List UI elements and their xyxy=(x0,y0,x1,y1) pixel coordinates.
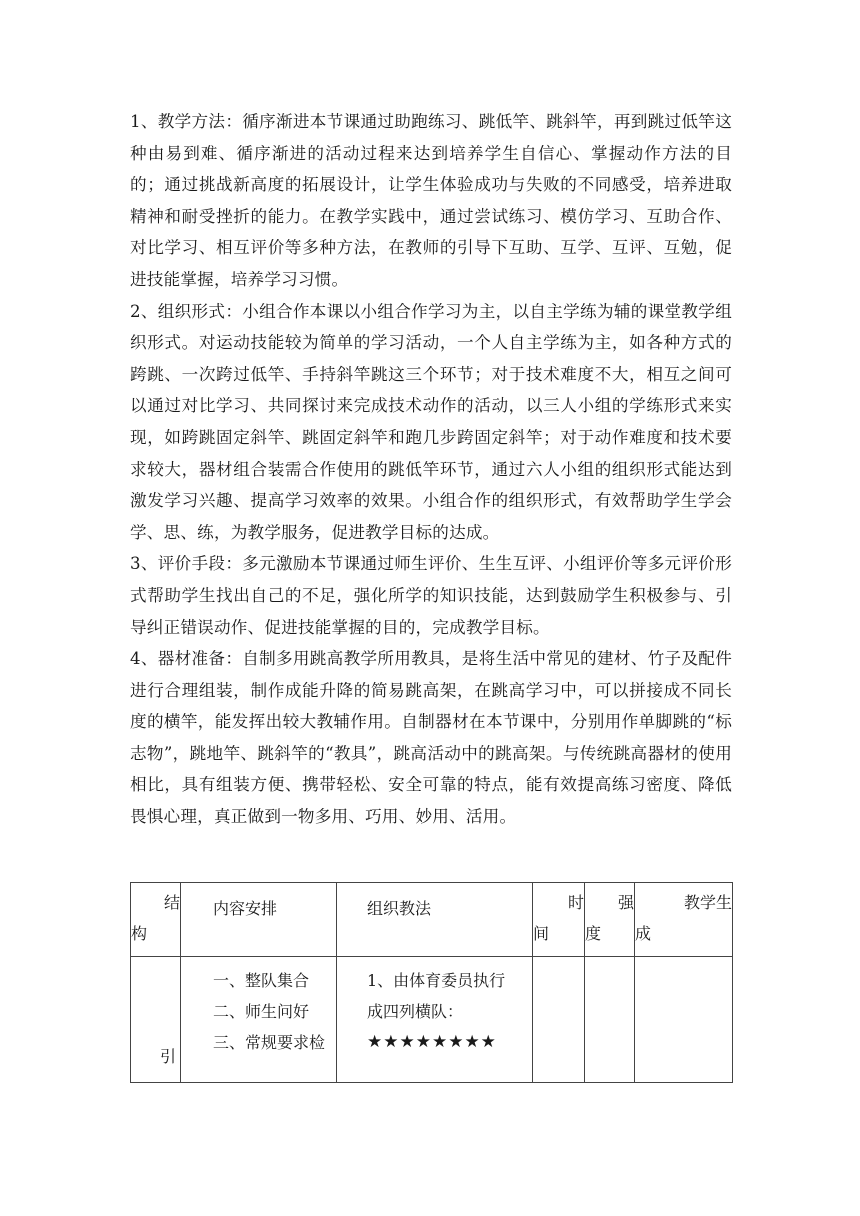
table-header-row xyxy=(131,883,733,957)
paragraph-teaching-method: 1、教学方法：循序渐进本节课通过助跑练习、跳低竿、跳斜竿，再到跳过低竿这种由易到难、循序渐进的活动过程来达到培养学生自信心、掌握动作方法的目的；通过挑战新高度的拓展设计，让学生体验成功与失败的不同感受，培养进取精神和耐受挫折的能力。在教学实践中，通过尝试练习、模仿学习、互助合作、对比学习、相互评价等多种方法，在教师的引导下互助、互学、互评、互勉，促进技能掌握，培养学习习惯。 xyxy=(130,112,732,289)
header-student: 教学生 成 xyxy=(635,883,733,957)
content-item: 二、师生问好 xyxy=(213,1002,310,1021)
paragraph-equipment-preparation: 4、器材准备：自制多用跳高教学所用教具，是将生活中常见的建材、竹子及配件进行合理组装，制作成能升降的简易跳高架，在跳高学习中，可以拼接成不同长度的横竿，能发挥出较大教辅作用。自制器材在本节课中，分别用作单脚跳的“标志物”，跳地竿、跳斜竿的“教具”，跳高活动中的跳高架。与传统跳高器材的使用相比，具有组装方便、携带轻松、安全可靠的特点，能有效提高练习密度、降低畏惧心理，真正做到一物多用、巧用、妙用、活用。 xyxy=(130,649,732,827)
table-row xyxy=(131,957,733,1083)
header-intensity: 强 度 xyxy=(585,883,635,957)
row-content-cell xyxy=(181,957,337,1083)
lesson-plan-table xyxy=(130,882,733,1083)
row-time-cell xyxy=(533,957,585,1083)
paragraph-evaluation-means: 3、评价手段：多元激励本节课通过师生评价、生生互评、小组评价等多元评价形式帮助学生找出自己的不足，强化所学的知识技能，达到鼓励学生积极参与、引导纠正错误动作、促进技能掌握的目的，完成教学目标。 xyxy=(130,554,732,637)
row-student-cell xyxy=(635,957,733,1083)
method-item: 1、由体育委员执行 xyxy=(367,971,506,990)
row-structure-label: 引 xyxy=(159,1047,176,1066)
header-time: 时 间 xyxy=(533,883,585,957)
paragraph-organization-form: 2、组织形式：小组合作本课以小组合作学习为主，以自主学练为辅的课堂教学组织形式。对运动技能较为简单的学习活动，一个人自主学练为主，如各种方式的跨跳、一次跨过低竿、手持斜竿跳这三个环节；对于技术难度不大，相互之间可以通过对比学习、共同探讨来完成技术动作的活动，以三人小组的学练形式来实现，如跨跳固定斜竿、跳固定斜竿和跑几步跨固定斜竿；对于动作难度和技术要求较大，器材组合装需合作使用的跳低竿环节，通过六人小组的组织形式能达到激发学习兴趣、提高学习效率的效果。小组合作的组织形式，有效帮助学生学会学、思、练，为教学服务，促进教学目标的达成。 xyxy=(130,301,732,542)
header-method: 组织教法 xyxy=(337,883,533,957)
row-intensity-cell xyxy=(585,957,635,1083)
content-item: 一、整队集合 xyxy=(213,971,310,990)
header-content: 内容安排 xyxy=(181,883,337,957)
header-structure: 结 构 xyxy=(131,883,181,957)
method-item: 成四列横队： xyxy=(367,1002,464,1021)
body-text xyxy=(130,106,732,833)
formation-stars: ★★★★★★★★ xyxy=(367,1032,497,1052)
row-structure-cell xyxy=(131,957,181,1083)
content-item: 三、常规要求检 xyxy=(213,1033,326,1052)
row-method-cell xyxy=(337,957,533,1083)
